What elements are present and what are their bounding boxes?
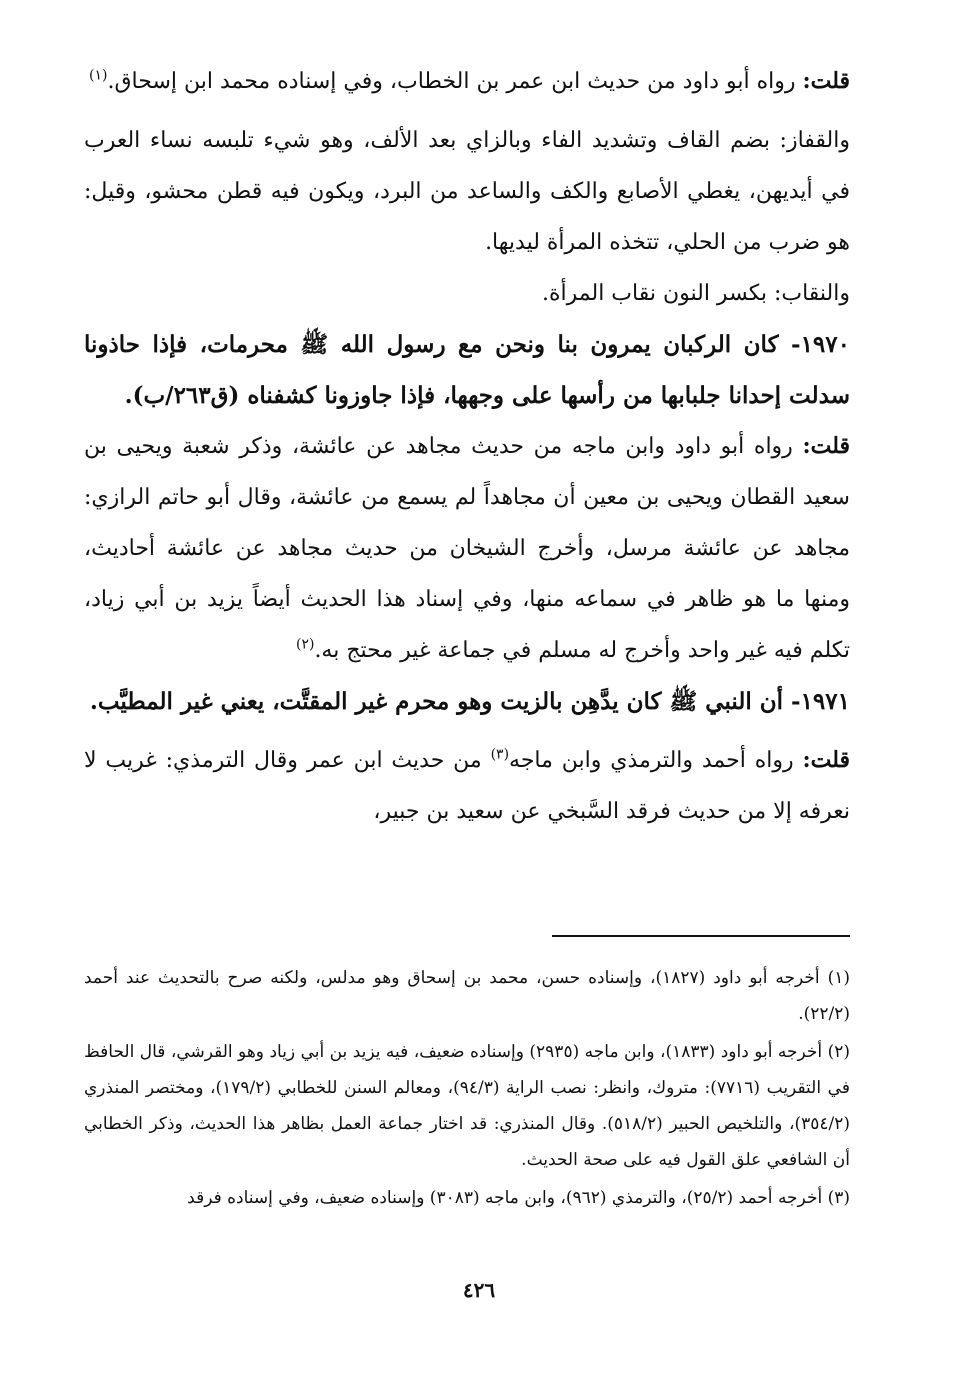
- paragraph-qaffaz-definition: [84, 115, 850, 268]
- footnote-separator: [552, 935, 850, 937]
- paragraph-text: رواه أبو داود من حديث ابن عمر بن الخطاب، وفي إسناده محمد ابن إسحاق.: [107, 69, 803, 94]
- hadith-1970: [84, 319, 850, 421]
- footnote-3: (٣) أخرجه أحمد (٢٥/٢)، والترمذي (٩٦٢)، وابن ماجه (٣٠٨٣) وإسناده ضعيف، وفي إسناده فرقد: [187, 1188, 850, 1208]
- hadith-text: ١٩٧١- أن النبي ﷺ كان يدَّهِن بالزيت وهو محرم غير المقتَّت، يعني غير المطيَّب.: [89, 688, 850, 715]
- footnote-ref: (١): [89, 67, 108, 84]
- footnote-1: (١) أخرجه أبو داود (١٨٢٧)، وإسناده حسن، محمد بن إسحاق وهو مدلس، ولكنه صرح بالتحديث عند أحمد (٢٢/٢).: [84, 968, 850, 1024]
- paragraph-text: رواه أبو داود وابن ماجه من حديث مجاهد عن عائشة، وذكر شعبة ويحيى بن سعيد القطان ويحيى بن معين أن مجاهداً لم يسمع من عائشة، وقال أبو حاتم الرازي: مجاهد عن عائشة مرسل، وأخرج الشيخان من حديث مجاهد عن عائشة أحاديث، ومنها ما هو ظاهر في سماعه منها، وفي إسناد هذا الحديث أيضاً يزيد بن أبي زياد، تكلم فيه غير واحد وأخرج له مسلم في جماعة غير محتج به.: [84, 434, 850, 663]
- hadith-text: ١٩٧٠- كان الركبان يمرون بنا ونحن مع رسول الله ﷺ محرمات، فإذا حاذونا سدلت إحدانا جلبابها من رأسها على وجهها، فإذا جاوزونا كشفناه (ق٢٦٣/ب).: [84, 331, 850, 409]
- qultu-label: قلت:: [802, 433, 850, 459]
- footnote-ref: (٢): [295, 636, 315, 653]
- paragraph-niqab-definition: [84, 268, 850, 319]
- paragraph-commentary-2: [84, 421, 850, 676]
- footnote-ref: (٣): [490, 746, 510, 763]
- paragraph-commentary-1: [84, 56, 850, 107]
- page-number: ٤٢٦: [462, 1278, 496, 1302]
- footnote-2: (٢) أخرجه أبو داود (١٨٣٣)، وابن ماجه (٢٩٣٥) وإسناده ضعيف، فيه يزيد بن أبي زياد وهو القرشي، قال الحافظ في التقريب (٧٧١٦): متروك، وانظر: نصب الراية (٩٤/٣)، ومعالم السنن للخطابي (١٧٩/٢)، ومختصر المنذري (٣٥٤/٢)، والتلخيص الحبير (٥١٨/٢). وقال المنذري: قد اختار جماعة العمل بظاهر هذا الحديث، وذكر الخطابي أن الشافعي علق القول فيه على صحة الحديث.: [84, 1042, 851, 1170]
- hadith-1971: [84, 676, 850, 727]
- paragraph-text: من حديث ابن عمر وقال الترمذي: غريب لا نعرفه إلا من حديث فرقد السَّبخي عن سعيد بن جبير،: [84, 748, 850, 824]
- qultu-label: قلت:: [802, 68, 850, 94]
- paragraph-text: والقفاز: بضم القاف وتشديد الفاء وبالزاي بعد الألف، وهو شيء تلبسه نساء العرب في أيديهن، يغطي الأصابع والكف والساعد من البرد، ويكون فيه قطن محشو، وقيل: هو ضرب من الحلي، تتخذه المرأة ليديها.: [84, 128, 850, 255]
- paragraph-text: والنقاب: بكسر النون نقاب المرأة.: [542, 281, 850, 306]
- paragraph-commentary-3: [84, 735, 850, 837]
- paragraph-text: رواه أحمد والترمذي وابن ماجه: [509, 748, 803, 773]
- qultu-label: قلت:: [802, 747, 850, 773]
- footnotes: [84, 960, 850, 1218]
- main-text: [84, 56, 850, 837]
